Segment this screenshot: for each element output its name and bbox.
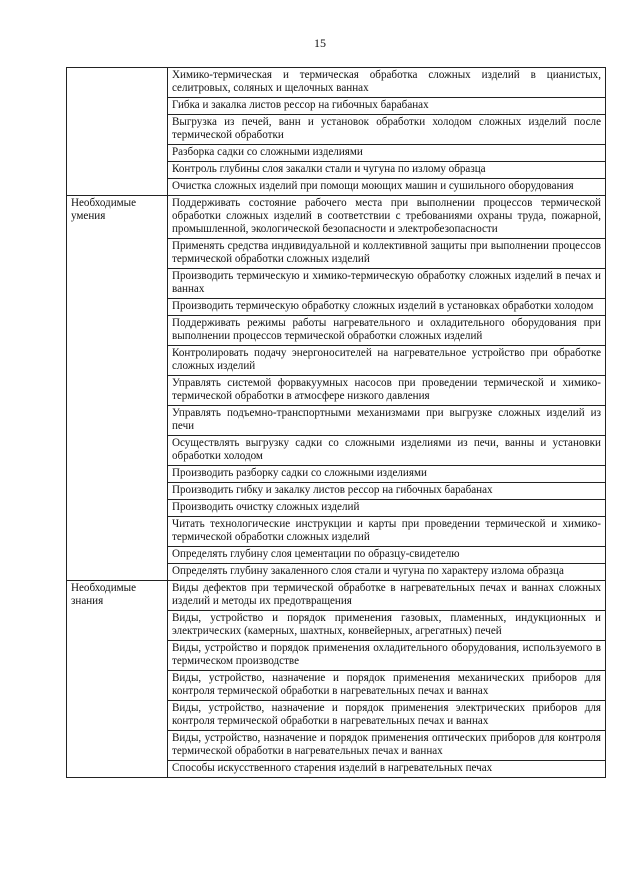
- requirement-text: Определять глубину слоя цементации по образцу-свидетелю: [168, 547, 606, 564]
- requirement-text: Виды, устройство, назначение и порядок применения механических приборов для контроля термической обработки в нагревательных печах и ваннах: [168, 671, 606, 701]
- requirement-text: Поддерживать состояние рабочего места при выполнении процессов термической обработки сложных изделий в соответствии с требованиями охраны труда, пожарной, промышленной, экологической безопасности и электробезопасности: [168, 196, 606, 239]
- requirement-text: Виды, устройство, назначение и порядок применения оптических приборов для контроля термической обработки в нагревательных печах и ваннах: [168, 731, 606, 761]
- requirement-text: Разборка садки со сложными изделиями: [168, 145, 606, 162]
- requirement-text: Определять глубину закаленного слоя стали и чугуна по характеру излома образца: [168, 564, 606, 581]
- page-number: 15: [314, 36, 326, 50]
- requirements-table: [66, 67, 606, 778]
- requirement-text: Виды, устройство и порядок применения газовых, пламенных, индукционных и электрических (камерных, шахтных, конвейерных, агрегатных) печей: [168, 611, 606, 641]
- requirement-text: Читать технологические инструкции и карты при проведении термической и химико-термической обработки сложных изделий: [168, 517, 606, 547]
- requirement-text: Контролировать подачу энергоносителей на нагревательное устройство при обработке сложных изделий: [168, 346, 606, 376]
- requirement-text: Производить гибку и закалку листов рессор на гибочных барабанах: [168, 483, 606, 500]
- requirement-text: Поддерживать режимы работы нагревательного и охладительного оборудования при выполнении процессов термической обработки сложных изделий: [168, 316, 606, 346]
- requirement-text: Контроль глубины слоя закалки стали и чугуна по излому образца: [168, 162, 606, 179]
- skill-row: [67, 196, 606, 239]
- requirement-text: Производить очистку сложных изделий: [168, 500, 606, 517]
- section-label: [67, 68, 168, 196]
- requirement-text: Гибка и закалка листов рессор на гибочных барабанах: [168, 98, 606, 115]
- requirement-text: Производить термическую обработку сложных изделий в установках обработки холодом: [168, 299, 606, 316]
- requirement-text: Способы искусственного старения изделий в нагревательных печах: [168, 761, 606, 778]
- requirement-text: Выгрузка из печей, ванн и установок обработки холодом сложных изделий после термической обработки: [168, 115, 606, 145]
- requirement-text: Производить термическую и химико-термическую обработку сложных изделий в печах и ваннах: [168, 269, 606, 299]
- requirement-text: Управлять системой форвакуумных насосов при проведении термической и химико-термической обработки в атмосфере низкого давления: [168, 376, 606, 406]
- requirement-text: Очистка сложных изделий при помощи моющих машин и сушильного оборудования: [168, 179, 606, 196]
- section-label: Необходимые знания: [67, 581, 168, 778]
- requirement-text: Виды, устройство, назначение и порядок применения электрических приборов для контроля термической обработки в нагревательных печах и ваннах: [168, 701, 606, 731]
- section-label: Необходимые умения: [67, 196, 168, 581]
- requirement-text: Производить разборку садки со сложными изделиями: [168, 466, 606, 483]
- knowledge-row: [67, 581, 606, 611]
- requirement-text: Химико-термическая и термическая обработка сложных изделий в цианистых, селитровых, соляных и щелочных ваннах: [168, 68, 606, 98]
- action-row: [67, 68, 606, 98]
- requirement-text: Виды, устройство и порядок применения охладительного оборудования, используемого в термическом производстве: [168, 641, 606, 671]
- requirement-text: Осуществлять выгрузку садки со сложными изделиями из печи, ванны и установки обработки холодом: [168, 436, 606, 466]
- requirements-table-body: [67, 68, 606, 778]
- requirement-text: Применять средства индивидуальной и коллективной защиты при выполнении процессов термической обработки сложных изделий: [168, 239, 606, 269]
- requirement-text: Виды дефектов при термической обработке в нагревательных печах и ваннах сложных изделий и методы их предотвращения: [168, 581, 606, 611]
- requirement-text: Управлять подъемно-транспортными механизмами при выгрузке сложных изделий из печи: [168, 406, 606, 436]
